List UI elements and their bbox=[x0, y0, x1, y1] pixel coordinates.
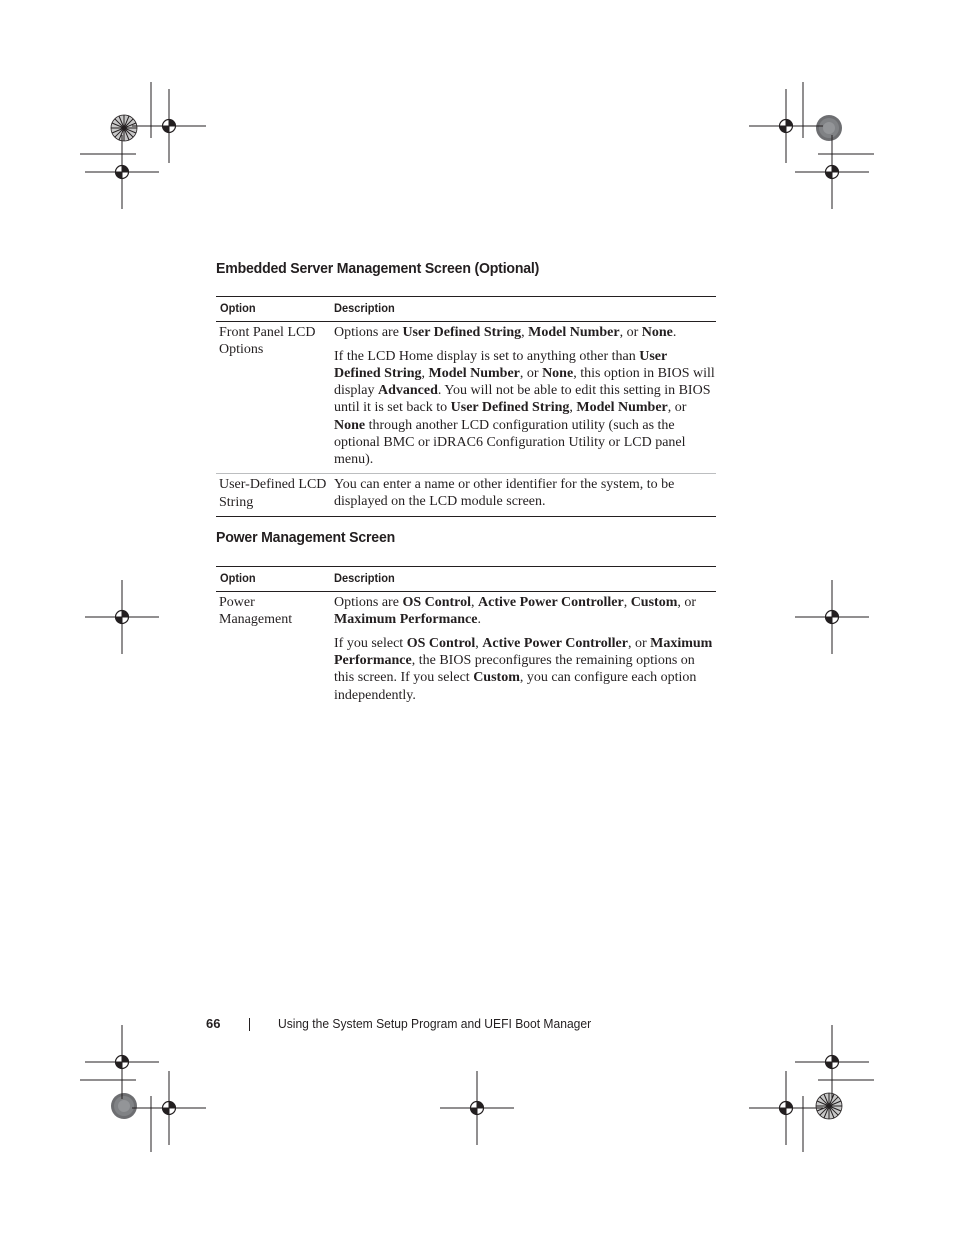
description-paragraph: You can enter a name or other identifier for the system, to be displayed on the LCD module screen. bbox=[334, 477, 675, 510]
column-header-description: Description bbox=[334, 301, 395, 315]
description-cell bbox=[334, 592, 716, 704]
page-number: 66 bbox=[206, 1016, 221, 1031]
section-heading-power-management: Power Management Screen bbox=[216, 529, 396, 546]
option-cell: Power Management bbox=[219, 595, 293, 628]
option-cell: Front Panel LCD Options bbox=[219, 325, 316, 358]
description-paragraph: Options are OS Control, Active Power Controller, Custom, or Maximum Performance. bbox=[334, 595, 697, 628]
description-cell bbox=[334, 474, 716, 510]
table-row bbox=[216, 474, 716, 516]
table-header bbox=[216, 296, 716, 322]
table-header bbox=[216, 566, 716, 592]
table-row bbox=[216, 322, 716, 474]
description-paragraph: If the LCD Home display is set to anything other than User Defined String, Model Number, or None, this option in BIOS will display Advanced. You will not be able to edit this setting in BIOS until it is set back to User Defined String, Model Number, or None through another LCD configuration utility (such as the optional BMC or iDRAC6 Configuration Utility or LCD panel menu). bbox=[334, 348, 715, 467]
description-paragraph: If you select OS Control, Active Power Controller, or Maximum Performance, the BIOS preconfigures the remaining options on this screen. If you select Custom, you can configure each option independently. bbox=[334, 635, 713, 703]
footer-divider bbox=[249, 1018, 250, 1031]
footer-chapter-title: Using the System Setup Program and UEFI Boot Manager bbox=[278, 1016, 592, 1031]
column-header-option: Option bbox=[220, 571, 256, 585]
embedded-server-management-table bbox=[216, 296, 716, 517]
option-cell: User-Defined LCD String bbox=[219, 477, 327, 510]
table-row bbox=[216, 592, 716, 704]
column-header-description: Description bbox=[334, 571, 395, 585]
column-header-option: Option bbox=[220, 301, 256, 315]
description-paragraph: Options are User Defined String, Model Number, or None. bbox=[334, 325, 677, 340]
power-management-table bbox=[216, 566, 716, 709]
description-cell bbox=[334, 322, 716, 468]
section-heading-embedded-server-management: Embedded Server Management Screen (Optional) bbox=[216, 260, 540, 277]
